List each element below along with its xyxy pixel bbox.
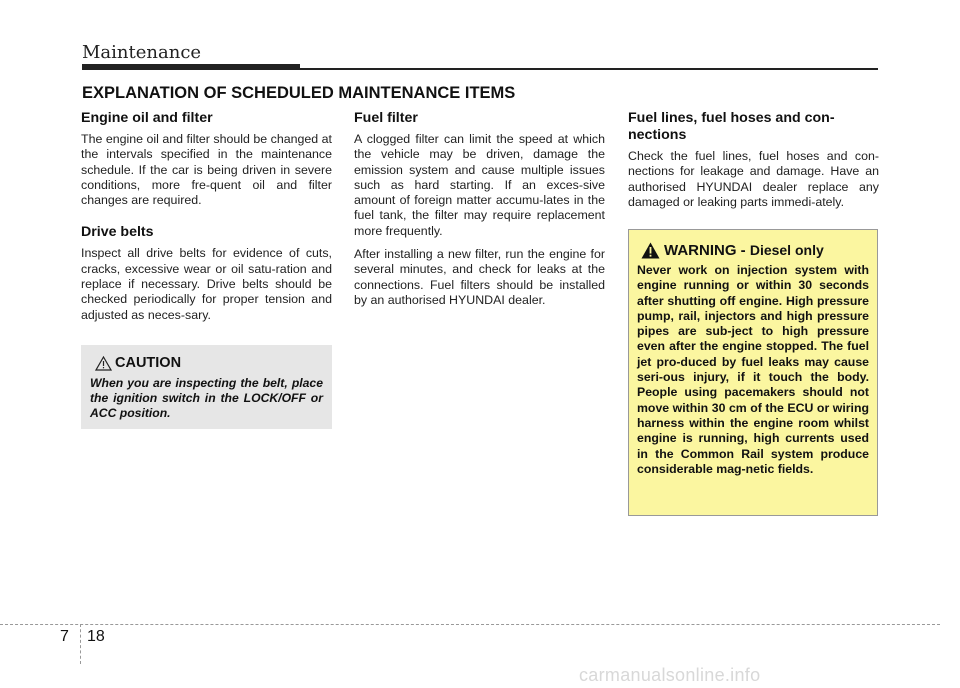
- warning-triangle-icon: [641, 242, 660, 259]
- chapter-header-title: Maintenance: [82, 42, 202, 63]
- footer-rule: [0, 624, 940, 625]
- caution-title: [95, 355, 181, 371]
- warning-subtitle: Diesel only: [749, 242, 824, 258]
- header-rule-thick: [82, 64, 300, 70]
- heading-engine-oil: Engine oil and filter: [81, 110, 213, 126]
- caution-title-text: CAUTION: [115, 355, 182, 371]
- caution-box: [81, 345, 332, 429]
- footer-divider: [80, 624, 81, 664]
- column-right: [628, 110, 879, 218]
- warning-title-text: WARNING -: [664, 242, 750, 259]
- watermark: carmanualsonline.info: [579, 665, 761, 685]
- warning-box: [628, 229, 878, 516]
- footer-page-number: 18: [87, 628, 105, 645]
- header-rule-thin: [300, 68, 878, 70]
- footer-chapter-number: 7: [60, 628, 69, 645]
- text-drive-belts: Inspect all drive belts for evidence of cuts, cracks, excessive wear or oil satu-ration and replace if necessary. Drive belts should be checked periodically for proper tension and adjusted as neces-sary.: [81, 246, 332, 322]
- text-engine-oil: The engine oil and filter should be changed at the intervals specified in the maintenance schedule. If the car is being driven in severe conditions, more fre-quent oil and filter changes are required.: [81, 132, 332, 208]
- section-title: EXPLANATION OF SCHEDULED MAINTENANCE ITEMS: [82, 84, 516, 102]
- caution-text: When you are inspecting the belt, place the ignition switch in the LOCK/OFF or ACC position.: [90, 376, 323, 421]
- column-left: [81, 110, 332, 331]
- text-fuel-filter-2: After installing a new filter, run the engine for several minutes, and check for leaks at the connections. Fuel filters should be installed by an authorised HYUNDAI dealer.: [354, 247, 605, 307]
- heading-drive-belts: Drive belts: [81, 224, 154, 241]
- heading-fuel-lines: Fuel lines, fuel hoses and con-nections: [628, 110, 835, 143]
- warning-title: [641, 242, 824, 259]
- text-fuel-lines: Check the fuel lines, fuel hoses and con-nections for leakage and damage. Have an authorised HYUNDAI dealer replace any damaged or leaking parts immedi-ately.: [628, 149, 879, 209]
- text-fuel-filter-1: A clogged filter can limit the speed at which the vehicle may be driven, damage the emission system and cause multiple issues such as hard starting. If an exces-sive amount of foreign matter accumu-lates in the fuel tank, the filter may require replacement more frequently.: [354, 132, 605, 238]
- heading-fuel-filter: Fuel filter: [354, 110, 418, 126]
- column-middle: [354, 110, 605, 316]
- warning-text: Never work on injection system with engine running or within 30 seconds after shutting off engine. High pressure pump, rail, injectors and high pressure pipes are sub-ject to high pressure even after the engine stopped. The fuel jet pro-duced by fuel leaks may cause seri-ous injury, if it touch the body. People using pacemakers should not move within 30 cm of the ECU or wiring harness within the engine room whilst engine is running, high currents used in the Common Rail system produce considerable mag-netic fields.: [637, 263, 869, 476]
- caution-triangle-icon: [95, 356, 112, 371]
